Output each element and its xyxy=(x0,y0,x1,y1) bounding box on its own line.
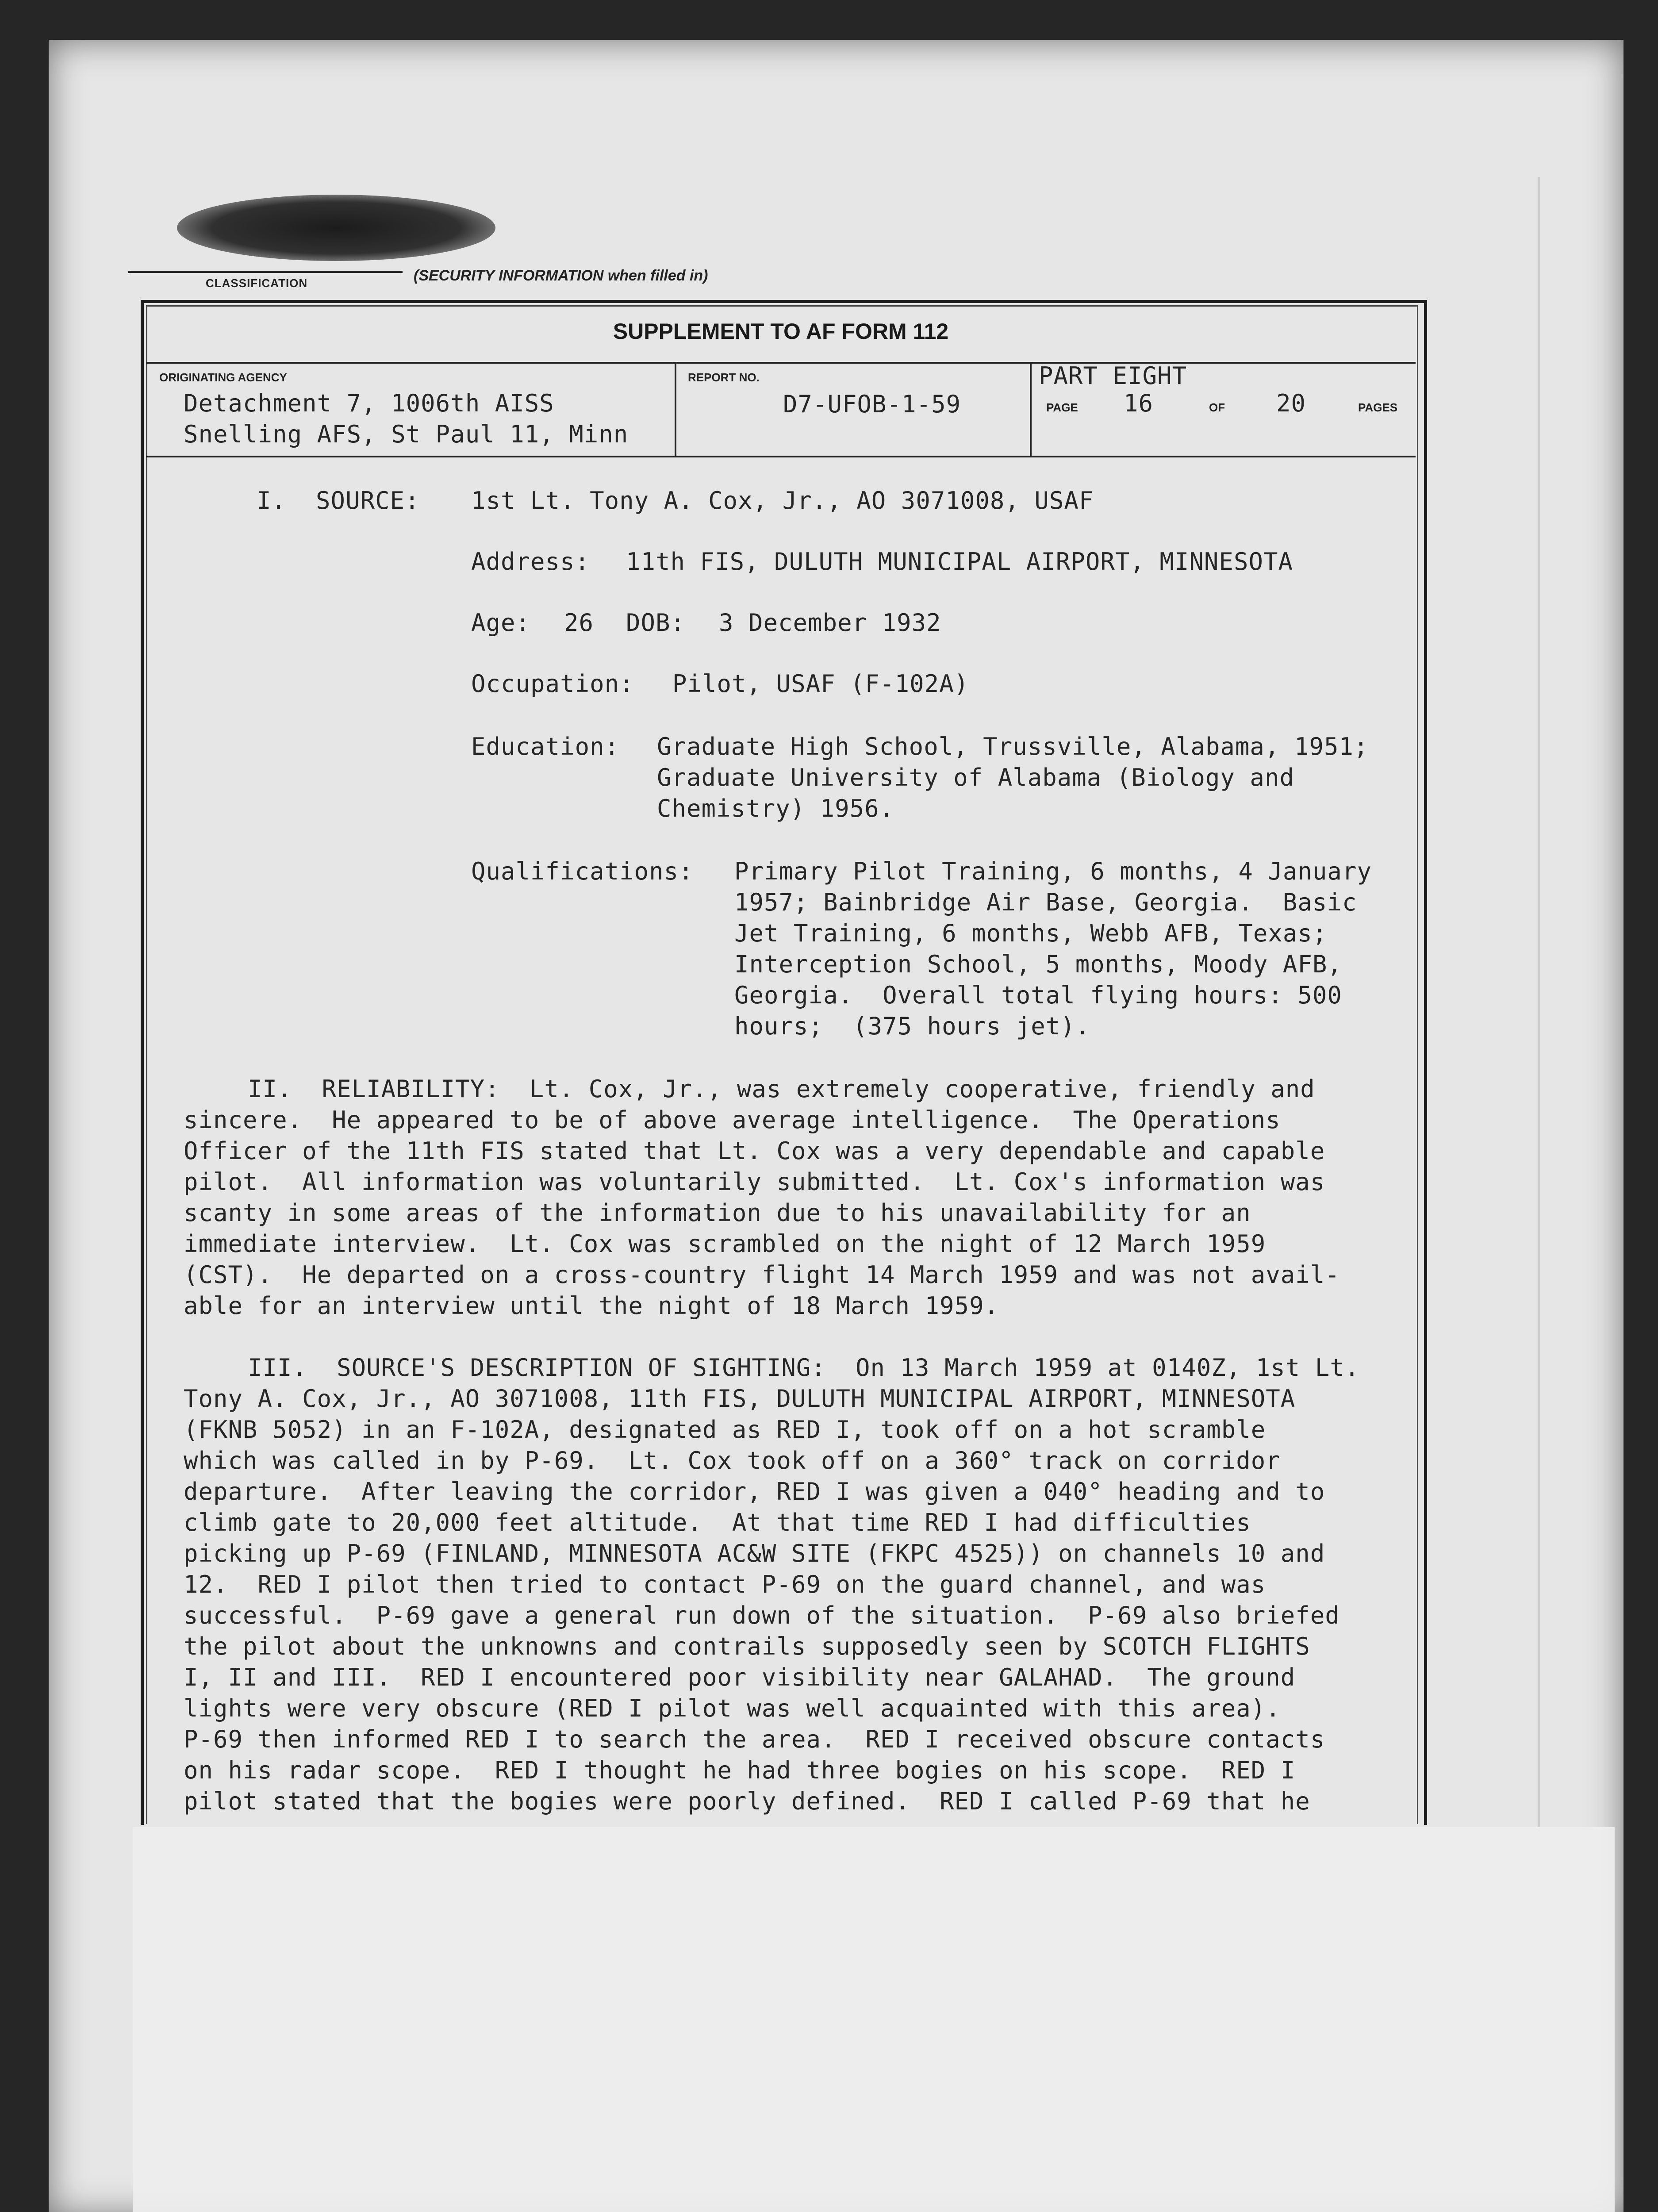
address-value: 11th FIS, DULUTH MUNICIPAL AIRPORT, MINNESOTA xyxy=(626,548,1293,576)
form-title: SUPPLEMENT TO AF FORM 112 xyxy=(613,319,949,344)
of-label: OF xyxy=(1209,401,1225,414)
header-divider-1 xyxy=(675,362,676,457)
description-line: picking up P-69 (FINLAND, MINNESOTA AC&W SITE (FKPC 4525)) on channels 10 and xyxy=(184,1540,1325,1567)
classification-rule xyxy=(128,271,403,273)
redacted-classification-mark xyxy=(177,195,495,261)
education-label: Education: xyxy=(471,733,620,760)
dob-value: 3 December 1932 xyxy=(719,609,941,637)
page-label: PAGE xyxy=(1046,401,1078,414)
classification-label: CLASSIFICATION xyxy=(206,276,308,290)
description-line: on his radar scope. RED I thought he had three bogies on his scope. RED I xyxy=(184,1756,1296,1784)
originating-agency-line-2: Snelling AFS, St Paul 11, Minn xyxy=(184,420,629,448)
description-line: successful. P-69 gave a general run down of the situation. P-69 also briefed xyxy=(184,1601,1340,1629)
qualifications-line: hours; (375 hours jet). xyxy=(734,1012,1090,1040)
description-line: which was called in by P-69. Lt. Cox took off on a 360° track on corridor xyxy=(184,1447,1281,1475)
occupation-value: Pilot, USAF (F-102A) xyxy=(672,670,969,698)
part-label: PART EIGHT xyxy=(1039,362,1187,390)
description-line: pilot stated that the bogies were poorly defined. RED I called P-69 that he xyxy=(184,1787,1310,1815)
header-divider-2 xyxy=(1030,362,1032,457)
description-line: (FKNB 5052) in an F-102A, designated as RED I, took off on a hot scramble xyxy=(184,1416,1266,1444)
originating-agency-label: ORIGINATING AGENCY xyxy=(159,371,287,384)
qualifications-line: Georgia. Overall total flying hours: 500 xyxy=(734,981,1342,1009)
description-line: the pilot about the unknowns and contrails supposedly seen by SCOTCH FLIGHTS xyxy=(184,1632,1310,1660)
page-total: 20 xyxy=(1276,389,1306,417)
qualifications-line: Interception School, 5 months, Moody AFB, xyxy=(734,950,1342,978)
source-name: 1st Lt. Tony A. Cox, Jr., AO 3071008, USAF xyxy=(471,487,1094,515)
education-line: Graduate High School, Trussville, Alabama, 1951; xyxy=(657,733,1369,760)
reliability-line: able for an interview until the night of 18 March 1959. xyxy=(184,1292,999,1320)
qualifications-line: 1957; Bainbridge Air Base, Georgia. Basic xyxy=(734,888,1357,916)
description-line: P-69 then informed RED I to search the area. RED I received obscure contacts xyxy=(184,1725,1325,1753)
page-number: 16 xyxy=(1124,389,1154,417)
description-line: departure. After leaving the corridor, RED I was given a 040° heading and to xyxy=(184,1478,1325,1505)
qualifications-line: Primary Pilot Training, 6 months, 4 January xyxy=(734,857,1372,885)
security-information-note: (SECURITY INFORMATION when filled in) xyxy=(414,267,708,284)
pages-label: PAGES xyxy=(1358,401,1398,414)
reliability-line: (CST). He departed on a cross-country flight 14 March 1959 and was not avail- xyxy=(184,1261,1340,1289)
education-line: Chemistry) 1956. xyxy=(657,795,894,822)
reliability-line: sincere. He appeared to be of above average intelligence. The Operations xyxy=(184,1106,1281,1134)
age-label: Age: xyxy=(471,609,531,637)
originating-agency-line-1: Detachment 7, 1006th AISS xyxy=(184,389,554,417)
report-number: D7-UFOB-1-59 xyxy=(783,390,961,418)
description-line: III. SOURCE'S DESCRIPTION OF SIGHTING: On 13 March 1959 at 0140Z, 1st Lt. xyxy=(248,1354,1360,1382)
header-rule-bottom xyxy=(146,456,1416,457)
reliability-line: scanty in some areas of the information due to his unavailability for an xyxy=(184,1199,1251,1227)
reliability-line: immediate interview. Lt. Cox was scrambled on the night of 12 March 1959 xyxy=(184,1230,1266,1258)
occupation-label: Occupation: xyxy=(471,670,634,698)
header-rule-top xyxy=(146,362,1416,364)
description-line: lights were very obscure (RED I pilot was well acquainted with this area). xyxy=(184,1694,1281,1722)
education-line: Graduate University of Alabama (Biology and xyxy=(657,764,1294,791)
reliability-line: Officer of the 11th FIS stated that Lt. Cox was a very dependable and capable xyxy=(184,1137,1325,1165)
qualifications-line: Jet Training, 6 months, Webb AFB, Texas; xyxy=(734,919,1328,947)
reliability-line: pilot. All information was voluntarily submitted. Lt. Cox's information was xyxy=(184,1168,1325,1196)
description-line: 12. RED I pilot then tried to contact P-69 on the guard channel, and was xyxy=(184,1571,1266,1598)
dob-label: DOB: xyxy=(626,609,686,637)
report-number-label: REPORT NO. xyxy=(688,371,760,384)
description-line: Tony A. Cox, Jr., AO 3071008, 11th FIS, DULUTH MUNICIPAL AIRPORT, MINNESOTA xyxy=(184,1385,1296,1413)
source-heading: I. SOURCE: xyxy=(257,487,420,515)
age-value: 26 xyxy=(564,609,594,637)
overlapping-page-blank xyxy=(133,1827,1615,2212)
description-line: I, II and III. RED I encountered poor visibility near GALAHAD. The ground xyxy=(184,1663,1296,1691)
address-label: Address: xyxy=(471,548,590,576)
qualifications-label: Qualifications: xyxy=(471,857,694,885)
reliability-line: II. RELIABILITY: Lt. Cox, Jr., was extremely cooperative, friendly and xyxy=(248,1075,1315,1103)
description-line: climb gate to 20,000 feet altitude. At that time RED I had difficulties xyxy=(184,1509,1251,1536)
